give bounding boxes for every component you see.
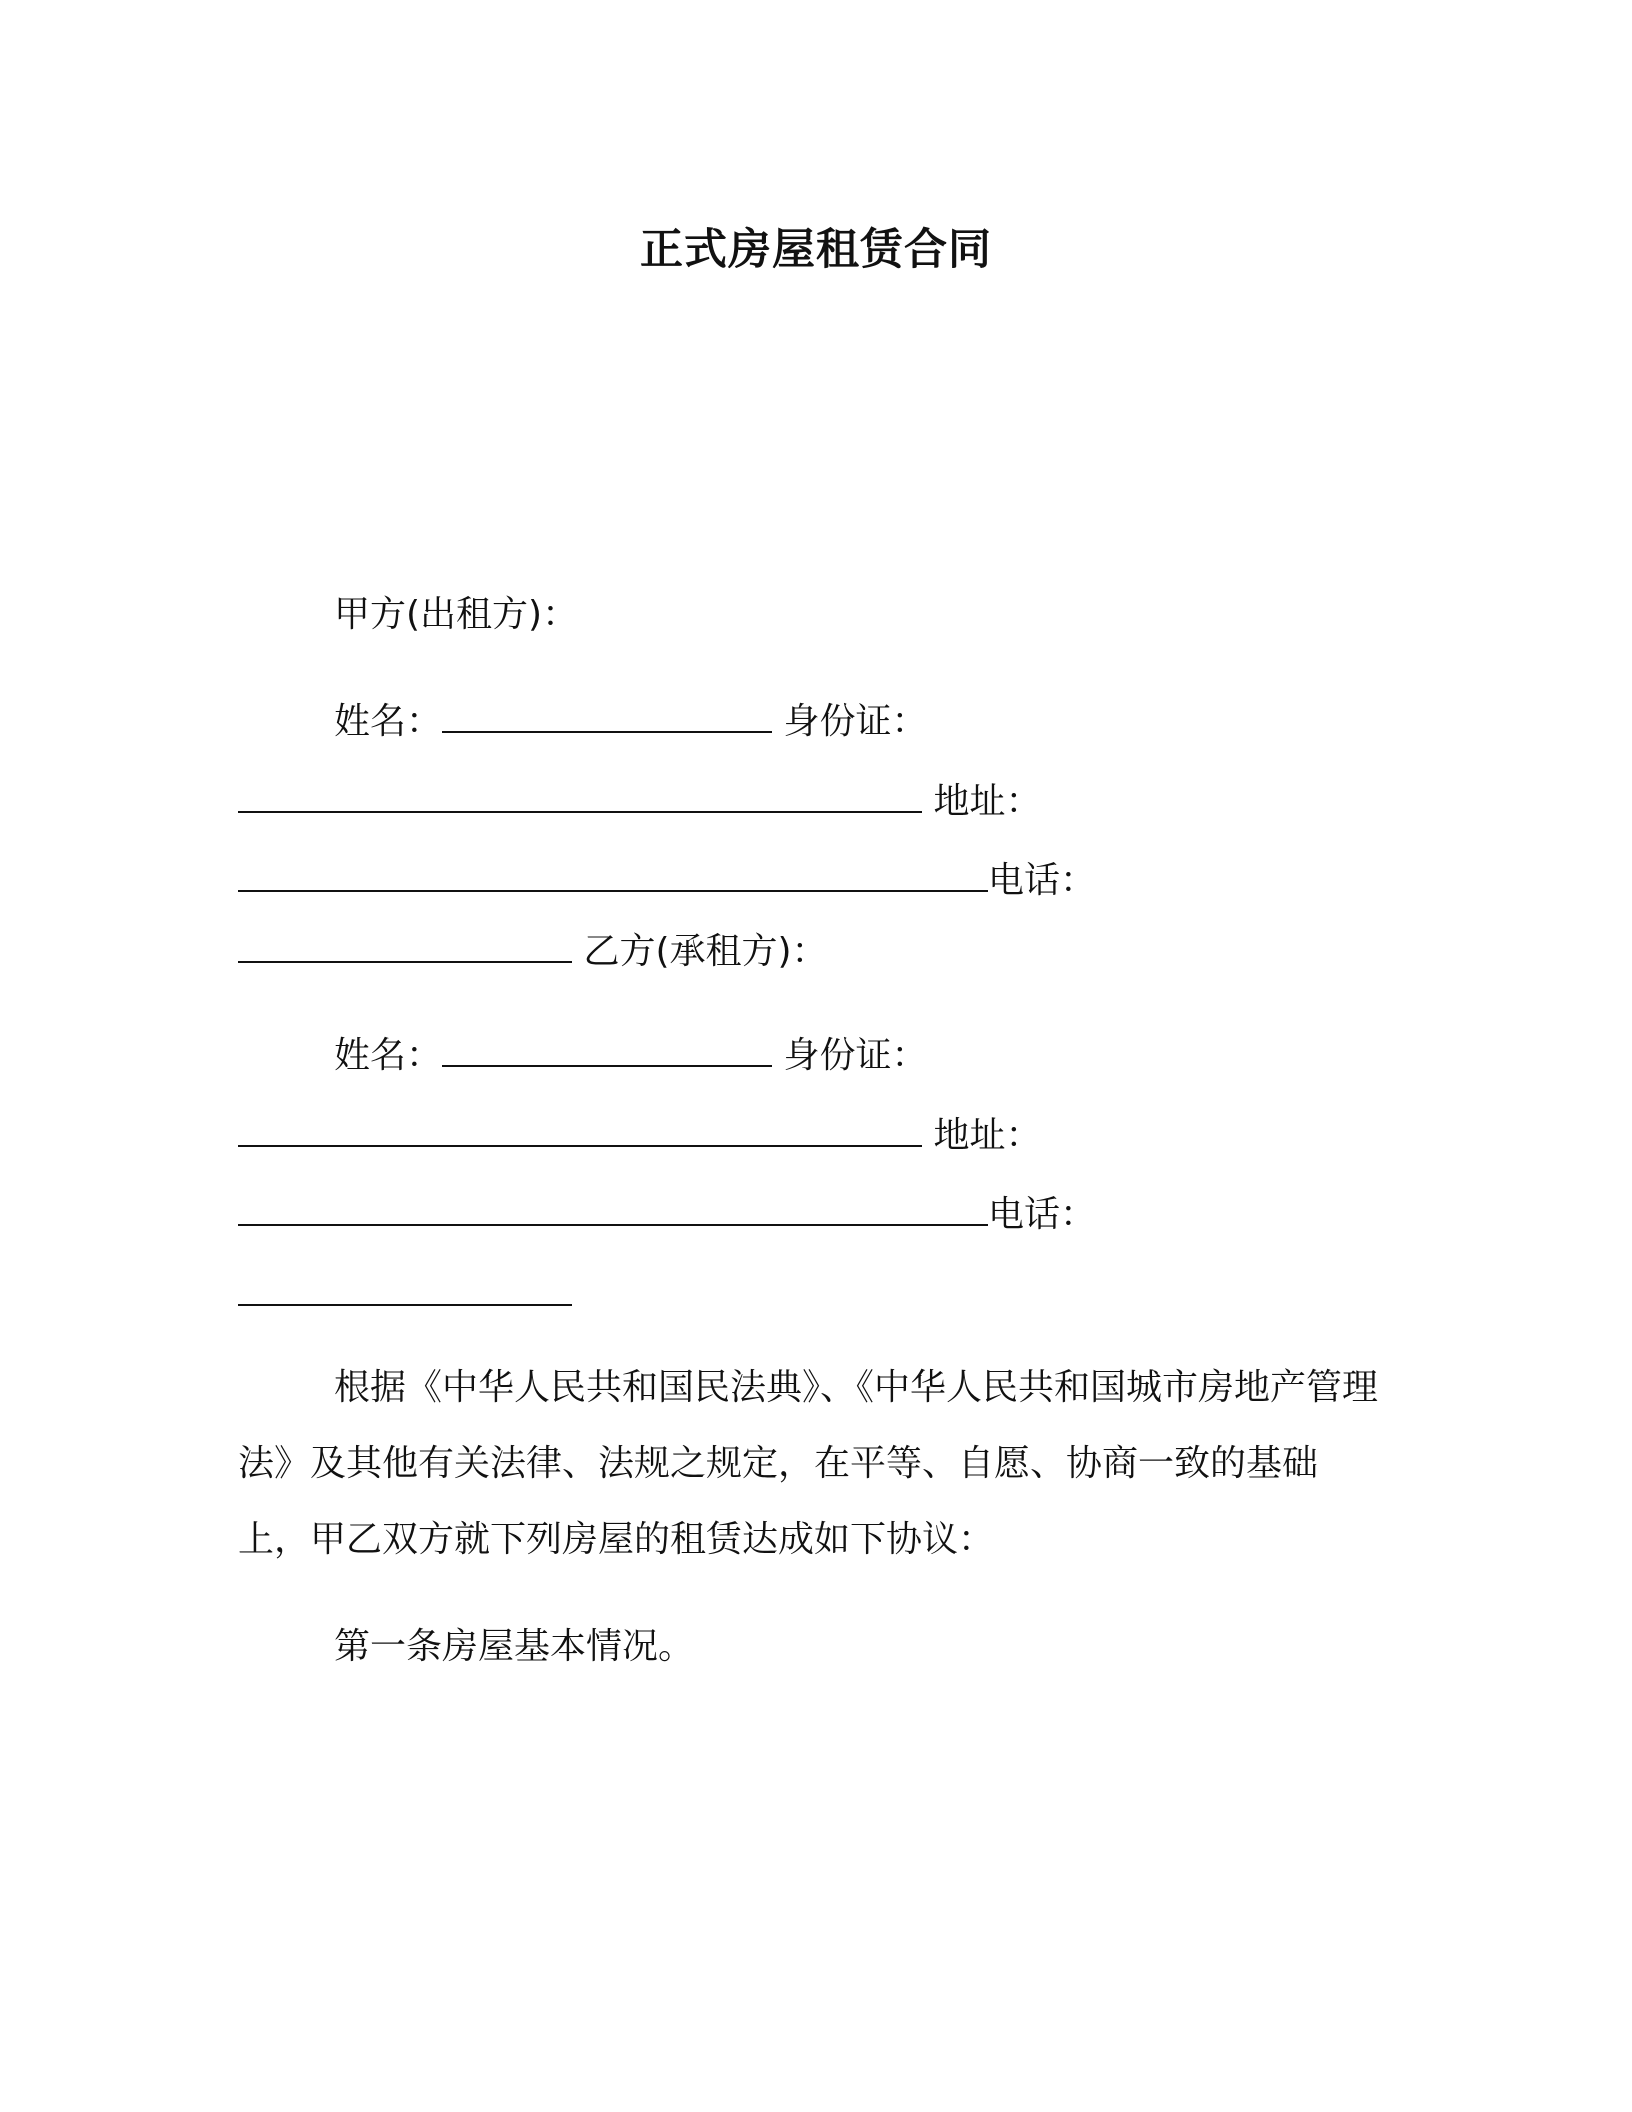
party-a-heading: 甲方(出租方)：: [334, 594, 579, 635]
party-b-heading: 乙方(承租方)：: [583, 931, 828, 972]
party-b-address-blank: [238, 1188, 988, 1226]
party-b-id-label: 身份证：: [783, 1035, 928, 1076]
party-a-phone-row: [238, 925, 828, 975]
party-a-id-label: 身份证：: [783, 701, 928, 742]
party-a-address-blank: [238, 854, 988, 892]
party-b-name-blank: [442, 1029, 772, 1067]
party-b-address-row: [238, 1188, 1096, 1238]
party-a-address-row: [238, 854, 1096, 904]
article-1-heading: 第一条房屋基本情况。: [334, 1626, 695, 1667]
party-b-id-row: [238, 1109, 1041, 1159]
party-a-phone-blank: [238, 925, 572, 963]
party-a-address-label: 地址：: [933, 781, 1042, 822]
party-b-phone-row: [238, 1268, 572, 1318]
preamble-paragraph: 根据《中华人民共和国民法典》、《中华人民共和国城市房地产管理法》及其他有关法律、法规之规定，在平等、自愿、协商一致的基础上，甲乙双方就下列房屋的租赁达成如下协议：: [238, 1367, 1379, 1560]
party-b-phone-blank: [238, 1268, 572, 1306]
party-a-phone-label: 电话：: [988, 860, 1097, 901]
party-b-name-label: 姓名：: [334, 1035, 443, 1076]
party-b-name-row: [334, 1029, 927, 1079]
party-a-id-row: [238, 775, 1041, 825]
document-title: 正式房屋租赁合同: [640, 225, 992, 275]
party-a-id-blank: [238, 775, 922, 813]
party-a-name-label: 姓名：: [334, 701, 443, 742]
party-b-phone-label: 电话：: [988, 1194, 1097, 1235]
party-b-address-label: 地址：: [933, 1115, 1042, 1156]
party-a-name-row: [334, 695, 927, 745]
party-b-id-blank: [238, 1109, 922, 1147]
party-a-name-blank: [442, 695, 772, 733]
